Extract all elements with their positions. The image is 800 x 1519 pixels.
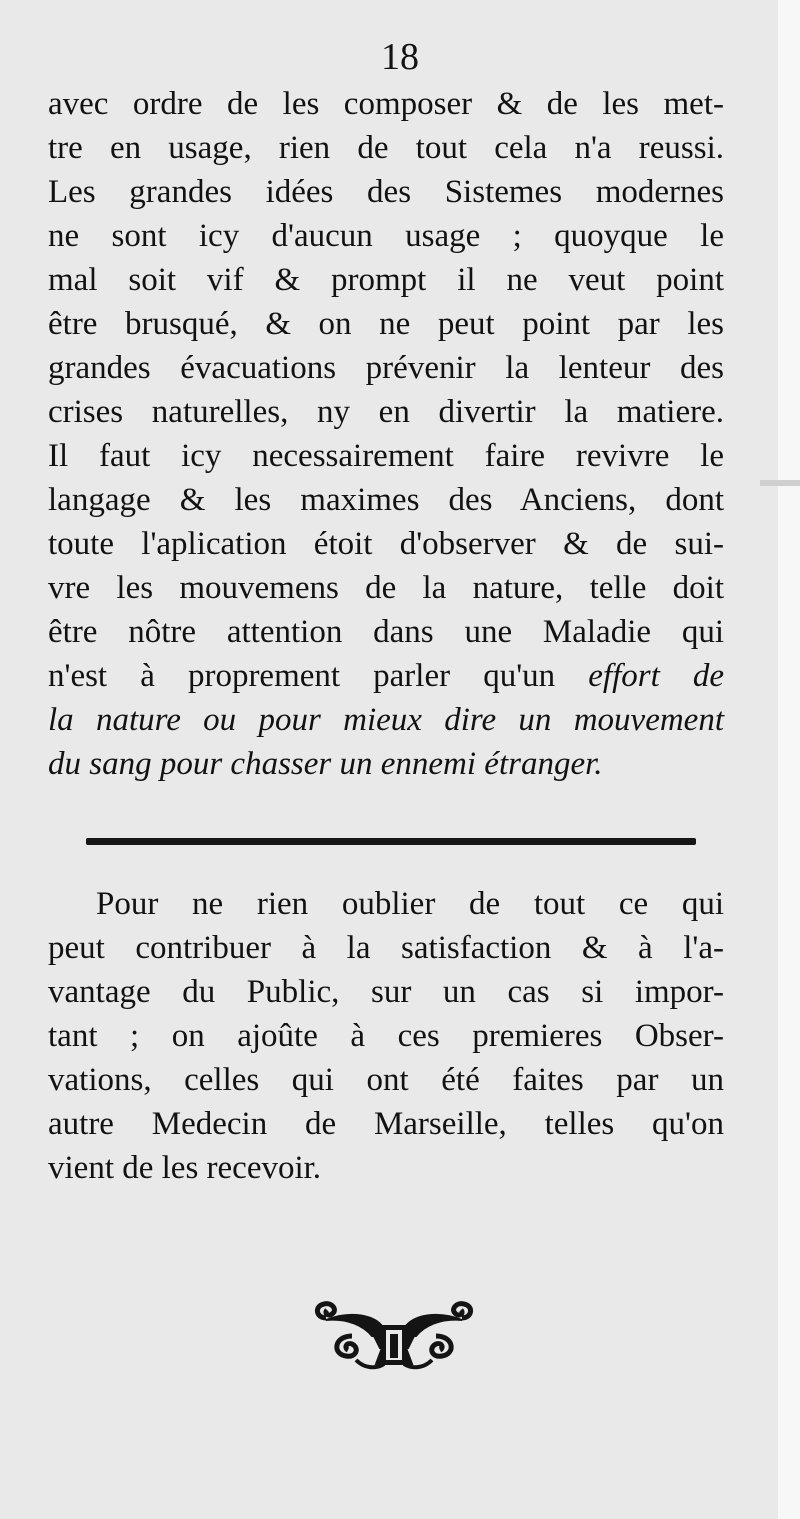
text-line [48,1014,724,1058]
text-line [48,654,724,698]
text-line [48,522,724,566]
text-line [48,434,724,478]
text-segment: vient de les recevoir. [48,1150,322,1186]
text-line [48,698,724,742]
paragraph-continued [48,82,724,786]
paragraph-new-section [48,882,724,1190]
text-segment: tre en usage, rien de tout cela n'a reussi. [48,130,724,166]
text-line [48,926,724,970]
page-edge [778,0,800,1519]
text-line [48,1102,724,1146]
text-segment: toute l'aplication étoit d'observer & de sui- [48,526,724,562]
text-segment: peut contribuer à la satisfaction & à l'a- [48,930,724,966]
text-line [48,390,724,434]
text-segment: Il faut icy necessairement faire revivre le [48,438,724,474]
text-segment: langage & les maximes des Anciens, dont [48,482,724,518]
printers-fleuron-icon [312,1296,476,1374]
text-segment: autre Medecin de Marseille, telles qu'on [48,1106,724,1142]
text-segment: avec ordre de les composer & de les met- [48,86,724,122]
text-segment: vations, celles qui ont été faites par un [48,1062,724,1098]
text-line [48,346,724,390]
italic-text-segment: effort de [588,658,724,694]
text-segment: vantage du Public, sur un cas si impor- [48,974,724,1010]
text-segment: tant ; on ajoûte à ces premieres Obser- [48,1018,724,1054]
text-line [48,214,724,258]
text-line [48,566,724,610]
text-segment: vre les mouvemens de la nature, telle doit [48,570,724,606]
text-segment: grandes évacuations prévenir la lenteur des [48,350,724,386]
text-segment: Les grandes idées des Sistemes modernes [48,174,724,210]
text-line [48,1058,724,1102]
text-segment: être nôtre attention dans une Maladie qui [48,614,724,650]
text-line [48,1146,724,1190]
italic-text-segment: la nature ou pour mieux dire un mouvement [48,702,724,738]
text-line [48,82,724,126]
text-line [48,126,724,170]
text-line [48,170,724,214]
text-segment: être brusqué, & on ne peut point par les [48,306,724,342]
page-number: 18 [381,36,419,78]
text-line [48,302,724,346]
text-line [48,742,724,786]
text-segment: n'est à proprement parler qu'un [48,658,589,694]
italic-text-segment: du sang pour chasser un ennemi étranger. [48,746,603,782]
text-segment: ne sont icy d'aucun usage ; quoyque le [48,218,724,254]
text-segment: Pour ne rien oublier de tout ce qui [96,886,724,922]
text-line [48,258,724,302]
text-segment: mal soit vif & prompt il ne veut point [48,262,724,298]
text-line [48,882,724,926]
text-line [48,610,724,654]
text-line [48,478,724,522]
text-line [48,970,724,1014]
bleed-through-mark [760,480,800,486]
text-segment: crises naturelles, ny en divertir la matiere. [48,394,724,430]
section-divider-rule [86,838,696,845]
